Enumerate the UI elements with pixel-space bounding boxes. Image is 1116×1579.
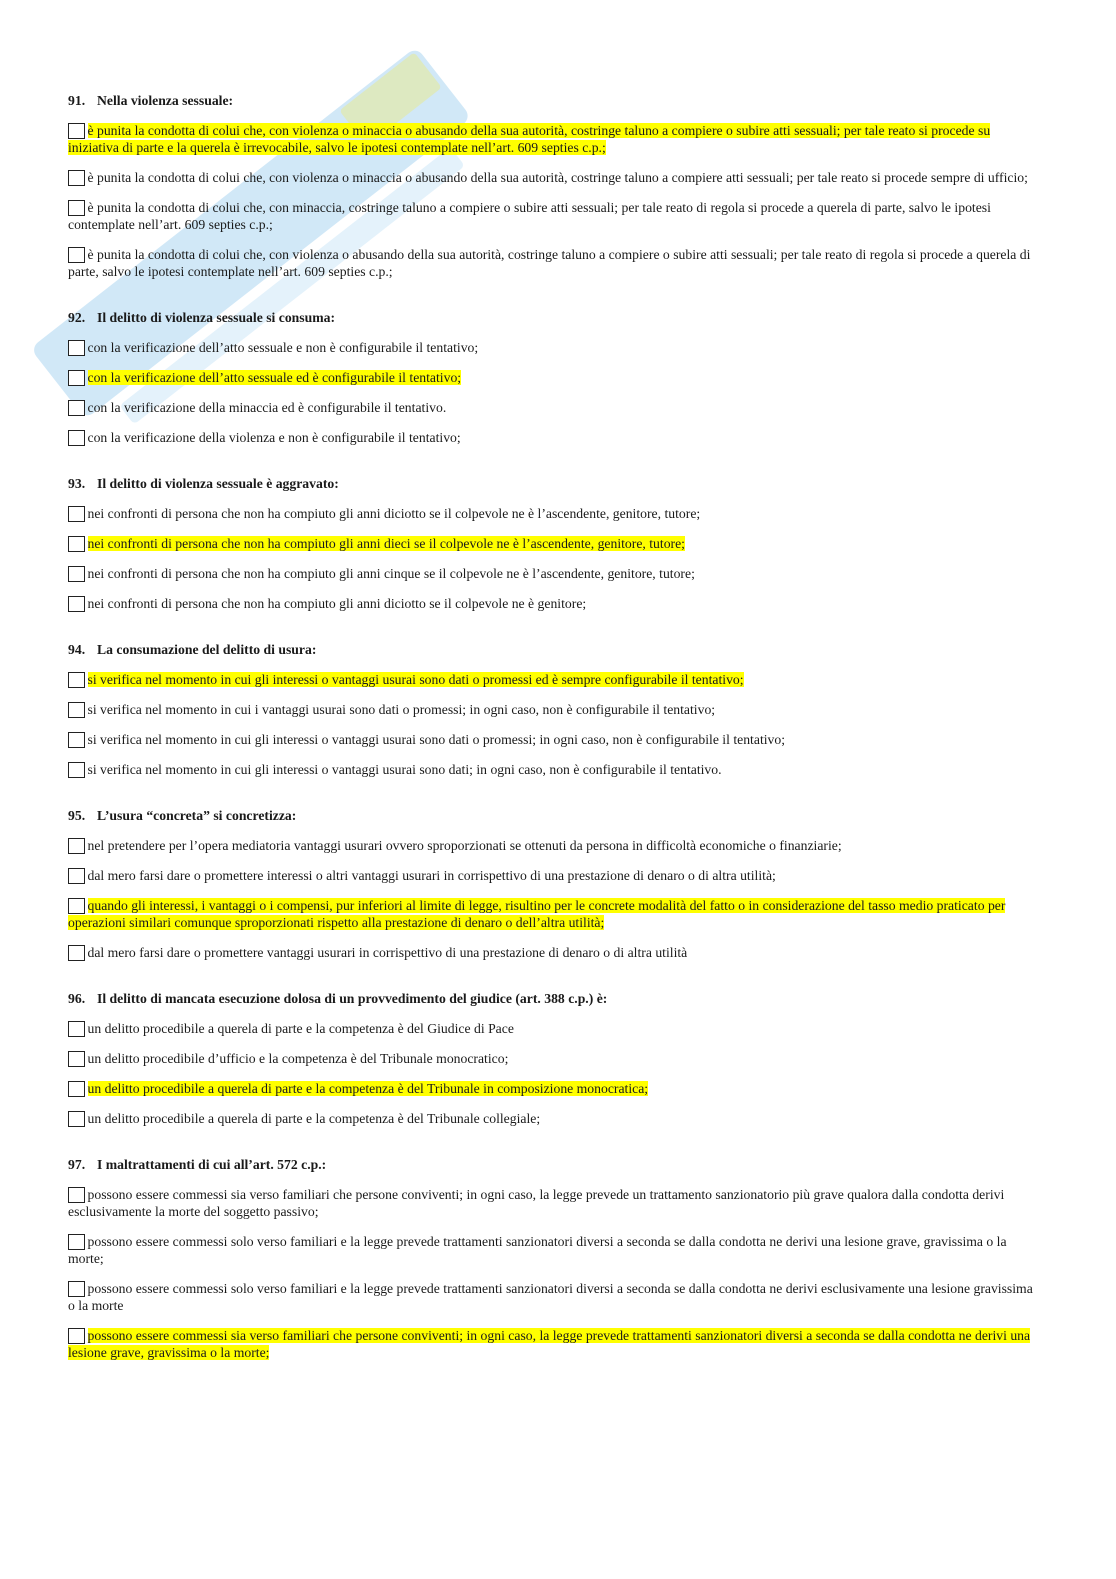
- option-line: [68, 837, 1068, 854]
- checkbox[interactable]: [68, 672, 85, 689]
- option-text: iniziativa di parte e la querela è irrevocabile, salvo le ipotesi contemplate nell’art. 609 septies c.p.;: [68, 140, 606, 155]
- checkbox[interactable]: [68, 1328, 85, 1345]
- question-heading: [68, 309, 1068, 326]
- answer-option: [68, 761, 1068, 778]
- option-text: operazioni similari comunque sproporzionati rispetto alla prestazione di denaro o dell’altra utilità;: [68, 915, 605, 930]
- checkbox[interactable]: [68, 1187, 85, 1204]
- option-line: [68, 246, 1068, 263]
- option-line: [68, 1233, 1068, 1250]
- checkbox[interactable]: [68, 762, 85, 779]
- question-title: Il delitto di violenza sessuale si consuma:: [97, 310, 336, 325]
- checkbox[interactable]: [68, 340, 85, 357]
- option-text: con la verificazione dell’atto sessuale ed è configurabile il tentativo;: [87, 370, 462, 385]
- option-line: [68, 429, 1068, 446]
- checkbox[interactable]: [68, 400, 85, 417]
- answer-option-highlighted: [68, 1080, 1068, 1097]
- option-text: un delitto procedibile d’ufficio e la competenza è del Tribunale monocratico;: [87, 1051, 509, 1066]
- question-95: [68, 791, 1068, 974]
- checkbox[interactable]: [68, 1051, 85, 1068]
- checkbox[interactable]: [68, 506, 85, 523]
- checkbox[interactable]: [68, 702, 85, 719]
- option-text: è punita la condotta di colui che, con minaccia, costringe taluno a compiere o subire atti sessuali; per tale reato di regola si procede a querela di parte, salvo le ipotesi: [87, 200, 991, 215]
- checkbox[interactable]: [68, 370, 85, 387]
- option-text: si verifica nel momento in cui gli interessi o vantaggi usurai sono dati o promessi ed è sempre configurabile il tentativo;: [87, 672, 744, 687]
- answer-option-highlighted: [68, 369, 1068, 386]
- question-94: [68, 625, 1068, 791]
- checkbox[interactable]: [68, 170, 85, 187]
- option-text: possono essere commessi solo verso familiari e la legge prevede trattamenti sanzionatori diversi a seconda se dalla condotta ne derivi una lesione grave, gravissima o la: [87, 1234, 1007, 1249]
- checkbox[interactable]: [68, 536, 85, 553]
- question-heading: [68, 92, 1068, 109]
- answer-option: [68, 1110, 1068, 1127]
- answer-option-highlighted: [68, 122, 1068, 156]
- option-text: un delitto procedibile a querela di parte e la competenza è del Tribunale in composizione monocratica;: [87, 1081, 649, 1096]
- answer-option: [68, 944, 1068, 961]
- option-line: [68, 1050, 1068, 1067]
- option-text: nei confronti di persona che non ha compiuto gli anni diciotto se il colpevole ne è genitore;: [87, 596, 587, 611]
- option-line: [68, 139, 1068, 156]
- answer-option: [68, 199, 1068, 233]
- checkbox[interactable]: [68, 1281, 85, 1298]
- option-line: [68, 1020, 1068, 1037]
- answer-option: [68, 339, 1068, 356]
- option-line: [68, 671, 1068, 688]
- question-93: [68, 459, 1068, 625]
- option-line: [68, 1280, 1068, 1297]
- checkbox[interactable]: [68, 838, 85, 855]
- option-line: [68, 914, 1068, 931]
- option-text: possono essere commessi sia verso familiari che persone conviventi; in ogni caso, la legge prevede un trattamento sanzionatorio più grave qualora dalla condotta derivi: [87, 1187, 1005, 1202]
- checkbox[interactable]: [68, 868, 85, 885]
- question-91: [68, 92, 1068, 293]
- option-line: [68, 1110, 1068, 1127]
- option-line: [68, 535, 1068, 552]
- checkbox[interactable]: [68, 430, 85, 447]
- answer-option: [68, 169, 1068, 186]
- option-text: morte;: [68, 1251, 104, 1266]
- question-number: 93.: [68, 476, 86, 491]
- option-text: possono essere commessi solo verso familiari e la legge prevede trattamenti sanzionatori diversi a seconda se dalla condotta ne derivi esclusivamente una lesione gravissima: [87, 1281, 1033, 1296]
- option-line: [68, 1297, 1068, 1314]
- option-text: un delitto procedibile a querela di parte e la competenza è del Tribunale collegiale;: [87, 1111, 541, 1126]
- option-line: [68, 1203, 1068, 1220]
- checkbox[interactable]: [68, 123, 85, 140]
- option-line: [68, 339, 1068, 356]
- option-text: con la verificazione dell’atto sessuale e non è configurabile il tentativo;: [87, 340, 479, 355]
- answer-option: [68, 595, 1068, 612]
- option-line: [68, 897, 1068, 914]
- option-text: nei confronti di persona che non ha compiuto gli anni dieci se il colpevole ne è l’ascendente, genitore, tutore;: [87, 536, 685, 551]
- question-number: 91.: [68, 93, 86, 108]
- option-line: [68, 505, 1068, 522]
- answer-option: [68, 701, 1068, 718]
- option-line: [68, 701, 1068, 718]
- question-92: [68, 293, 1068, 459]
- option-text: possono essere commessi sia verso familiari che persone conviventi; in ogni caso, la legge prevede trattamenti sanzionatori diversi a seconda se dalla condotta ne derivi una: [87, 1328, 1031, 1343]
- option-line: [68, 595, 1068, 612]
- checkbox[interactable]: [68, 247, 85, 264]
- answer-option: [68, 429, 1068, 446]
- option-line: [68, 1327, 1068, 1344]
- option-line: [68, 369, 1068, 386]
- checkbox[interactable]: [68, 1021, 85, 1038]
- option-line: [68, 565, 1068, 582]
- option-text: quando gli interessi, i vantaggi o i compensi, pur inferiori al limite di legge, risultino per le concrete modalità del fatto o in considerazione del tasso medio praticato per: [87, 898, 1006, 913]
- answer-option: [68, 837, 1068, 854]
- option-text: dal mero farsi dare o promettere vantaggi usurari in corrispettivo di una prestazione di denaro o di altra utilità: [87, 945, 688, 960]
- answer-option: [68, 565, 1068, 582]
- question-title: I maltrattamenti di cui all’art. 572 c.p.:: [97, 1157, 327, 1172]
- option-line: [68, 1250, 1068, 1267]
- option-text: un delitto procedibile a querela di parte e la competenza è del Giudice di Pace: [87, 1021, 514, 1036]
- question-heading: [68, 641, 1068, 658]
- option-text: è punita la condotta di colui che, con violenza o minaccia o abusando della sua autorità, costringe taluno a compiere o subire atti sessuali; per tale reato si procede su: [87, 123, 991, 138]
- question-number: 94.: [68, 642, 86, 657]
- option-line: [68, 399, 1068, 416]
- answer-option: [68, 505, 1068, 522]
- option-line: [68, 1344, 1068, 1361]
- option-text: si verifica nel momento in cui i vantaggi usurai sono dati o promessi; in ogni caso, non è configurabile il tentativo;: [87, 702, 716, 717]
- option-text: nel pretendere per l’opera mediatoria vantaggi usurari ovvero sproporzionati se ottenuti da persona in difficoltà economiche o finanziarie;: [87, 838, 842, 853]
- checkbox[interactable]: [68, 732, 85, 749]
- checkbox[interactable]: [68, 1234, 85, 1251]
- option-line: [68, 263, 1068, 280]
- question-96: [68, 974, 1068, 1140]
- option-text: si verifica nel momento in cui gli interessi o vantaggi usurai sono dati o promessi; in ogni caso, non è configurabile il tentativo;: [87, 732, 786, 747]
- option-text: lesione grave, gravissima o la morte;: [68, 1345, 270, 1360]
- option-text: nei confronti di persona che non ha compiuto gli anni diciotto se il colpevole ne è l’ascendente, genitore, tutore;: [87, 506, 701, 521]
- question-title: L’usura “concreta” si concretizza:: [97, 808, 297, 823]
- option-line: [68, 731, 1068, 748]
- answer-option: [68, 1186, 1068, 1220]
- answer-option: [68, 731, 1068, 748]
- question-list: [68, 92, 1068, 1374]
- question-title: Il delitto di mancata esecuzione dolosa di un provvedimento del giudice (art. 388 c.p.) è:: [97, 991, 608, 1006]
- question-title: Il delitto di violenza sessuale è aggravato:: [97, 476, 339, 491]
- answer-option-highlighted: [68, 671, 1068, 688]
- checkbox[interactable]: [68, 566, 85, 583]
- checkbox[interactable]: [68, 945, 85, 962]
- option-line: [68, 122, 1068, 139]
- answer-option-highlighted: [68, 897, 1068, 931]
- question-number: 92.: [68, 310, 86, 325]
- option-text: contemplate nell’art. 609 septies c.p.;: [68, 217, 273, 232]
- question-heading: [68, 475, 1068, 492]
- answer-option: [68, 1233, 1068, 1267]
- checkbox[interactable]: [68, 596, 85, 613]
- question-number: 97.: [68, 1157, 86, 1172]
- question-number: 96.: [68, 991, 86, 1006]
- checkbox[interactable]: [68, 200, 85, 217]
- answer-option: [68, 1280, 1068, 1314]
- option-text: si verifica nel momento in cui gli interessi o vantaggi usurai sono dati; in ogni caso, non è configurabile il tentativo.: [87, 762, 722, 777]
- option-line: [68, 944, 1068, 961]
- option-text: con la verificazione della minaccia ed è configurabile il tentativo.: [87, 400, 447, 415]
- checkbox[interactable]: [68, 898, 85, 915]
- question-97: [68, 1140, 1068, 1374]
- option-line: [68, 1186, 1068, 1203]
- option-line: [68, 199, 1068, 216]
- option-text: nei confronti di persona che non ha compiuto gli anni cinque se il colpevole ne è l’ascendente, genitore, tutore;: [87, 566, 695, 581]
- option-text: dal mero farsi dare o promettere interessi o altri vantaggi usurari in corrispettivo di una prestazione di denaro o di altra utilità;: [87, 868, 776, 883]
- answer-option: [68, 246, 1068, 280]
- option-text: con la verificazione della violenza e non è configurabile il tentativo;: [87, 430, 461, 445]
- option-text: parte, salvo le ipotesi contemplate nell’art. 609 septies c.p.;: [68, 264, 393, 279]
- question-heading: [68, 1156, 1068, 1173]
- option-text: esclusivamente la morte del soggetto passivo;: [68, 1204, 319, 1219]
- question-title: Nella violenza sessuale:: [97, 93, 234, 108]
- checkbox[interactable]: [68, 1081, 85, 1098]
- answer-option-highlighted: [68, 535, 1068, 552]
- answer-option: [68, 1050, 1068, 1067]
- question-number: 95.: [68, 808, 86, 823]
- option-line: [68, 1080, 1068, 1097]
- answer-option: [68, 1020, 1068, 1037]
- answer-option: [68, 867, 1068, 884]
- checkbox[interactable]: [68, 1111, 85, 1128]
- option-text: o la morte: [68, 1298, 124, 1313]
- option-line: [68, 216, 1068, 233]
- question-title: La consumazione del delitto di usura:: [97, 642, 317, 657]
- option-text: è punita la condotta di colui che, con violenza o abusando della sua autorità, costringe taluno a compiere o subire atti sessuali; per tale reato di regola si procede a querela di: [87, 247, 1031, 262]
- option-line: [68, 761, 1068, 778]
- option-line: [68, 169, 1068, 186]
- question-heading: [68, 990, 1068, 1007]
- answer-option: [68, 399, 1068, 416]
- option-line: [68, 867, 1068, 884]
- question-heading: [68, 807, 1068, 824]
- option-text: è punita la condotta di colui che, con violenza o minaccia o abusando della sua autorità, costringe taluno a compiere atti sessuali; per tale reato si procede sempre di ufficio;: [87, 170, 1028, 185]
- answer-option-highlighted: [68, 1327, 1068, 1361]
